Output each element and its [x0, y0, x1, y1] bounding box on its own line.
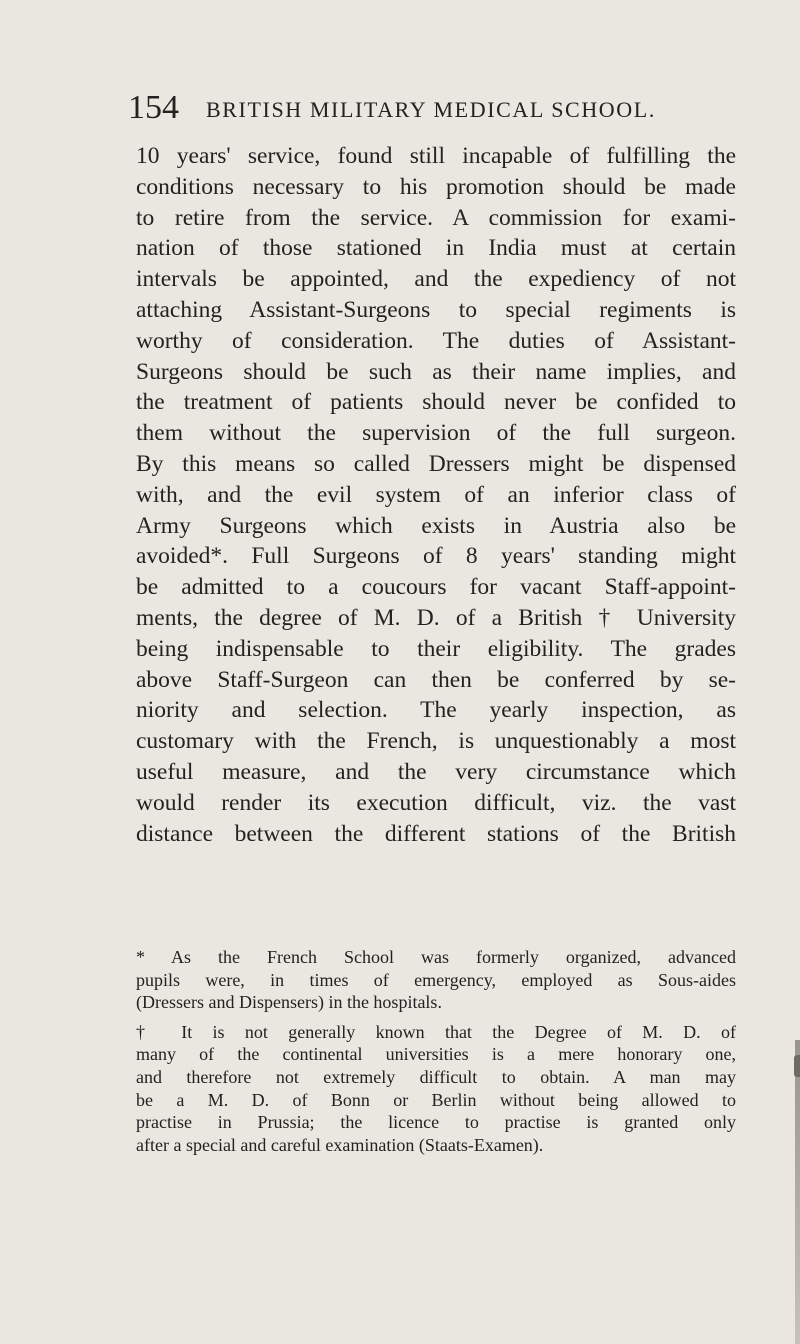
- body-line: would render its execution difficult, viz. the vast: [136, 789, 736, 816]
- body-line: attaching Assistant-Surgeons to special regiments is: [136, 296, 736, 323]
- footnote-md-degree: [136, 1021, 736, 1157]
- footnotes: [136, 946, 736, 1156]
- footnote-line: practise in Prussia; the licence to practise is granted only: [136, 1112, 736, 1133]
- body-line: be admitted to a coucours for vacant Staff-appoint-: [136, 574, 736, 601]
- footnote-dressers: [136, 946, 736, 1014]
- body-line: avoided*. Full Surgeons of 8 years' standing might: [136, 543, 736, 570]
- page-edge-shadow: [795, 1040, 800, 1344]
- body-line: distance between the different stations of the British: [136, 820, 736, 847]
- footnote-line: * As the French School was formerly organized, advanced: [136, 947, 736, 967]
- body-line: to retire from the service. A commission for exami-: [136, 204, 736, 231]
- footnote-line: pupils were, in times of emergency, employed as Sous-aides: [136, 969, 736, 990]
- body-line: worthy of consideration. The duties of Assistant-: [136, 327, 736, 354]
- body-line: customary with the French, is unquestionably a most: [136, 728, 736, 755]
- body-line: above Staff-Surgeon can then be conferred by se-: [136, 666, 736, 693]
- body-line: Army Surgeons which exists in Austria also be: [136, 512, 736, 539]
- body-line: intervals be appointed, and the expediency of not: [136, 266, 736, 293]
- footnote-line: (Dressers and Dispensers) in the hospitals.: [136, 992, 442, 1013]
- body-line: ments, the degree of M. D. of a British † University: [136, 604, 736, 631]
- page-number: 154: [128, 89, 179, 126]
- running-head: BRITISH MILITARY MEDICAL SCHOOL.: [206, 97, 656, 122]
- footnote-line: be a M. D. of Bonn or Berlin without being allowed to: [136, 1089, 736, 1110]
- footnote-line: † It is not generally known that the Degree of M. D. of: [136, 1021, 736, 1042]
- page-edge-mark: [794, 1055, 800, 1077]
- footnote-line: and therefore not extremely difficult to obtain. A man may: [136, 1066, 736, 1087]
- body-text: [136, 141, 736, 849]
- body-line: nation of those stationed in India must at certain: [136, 235, 736, 262]
- body-line: By this means so called Dressers might be dispensed: [136, 450, 736, 477]
- body-line: them without the supervision of the full surgeon.: [136, 420, 736, 447]
- footnote-line: many of the continental universities is a mere honorary one,: [136, 1044, 736, 1065]
- footnote-line: after a special and careful examination (Staats-Examen).: [136, 1134, 544, 1155]
- body-line: niority and selection. The yearly inspection, as: [136, 697, 736, 724]
- body-line: Surgeons should be such as their name implies, and: [136, 358, 736, 385]
- body-line: conditions necessary to his promotion should be made: [136, 173, 736, 200]
- page-header: [128, 88, 728, 128]
- footnote-spacer: [136, 1014, 736, 1021]
- body-line: useful measure, and the very circumstance which: [136, 758, 736, 785]
- body-line: with, and the evil system of an inferior class of: [136, 481, 736, 508]
- body-line: 10 years' service, found still incapable of fulfilling the: [136, 143, 736, 169]
- body-line: the treatment of patients should never be confided to: [136, 389, 736, 416]
- body-line: being indispensable to their eligibility. The grades: [136, 635, 736, 662]
